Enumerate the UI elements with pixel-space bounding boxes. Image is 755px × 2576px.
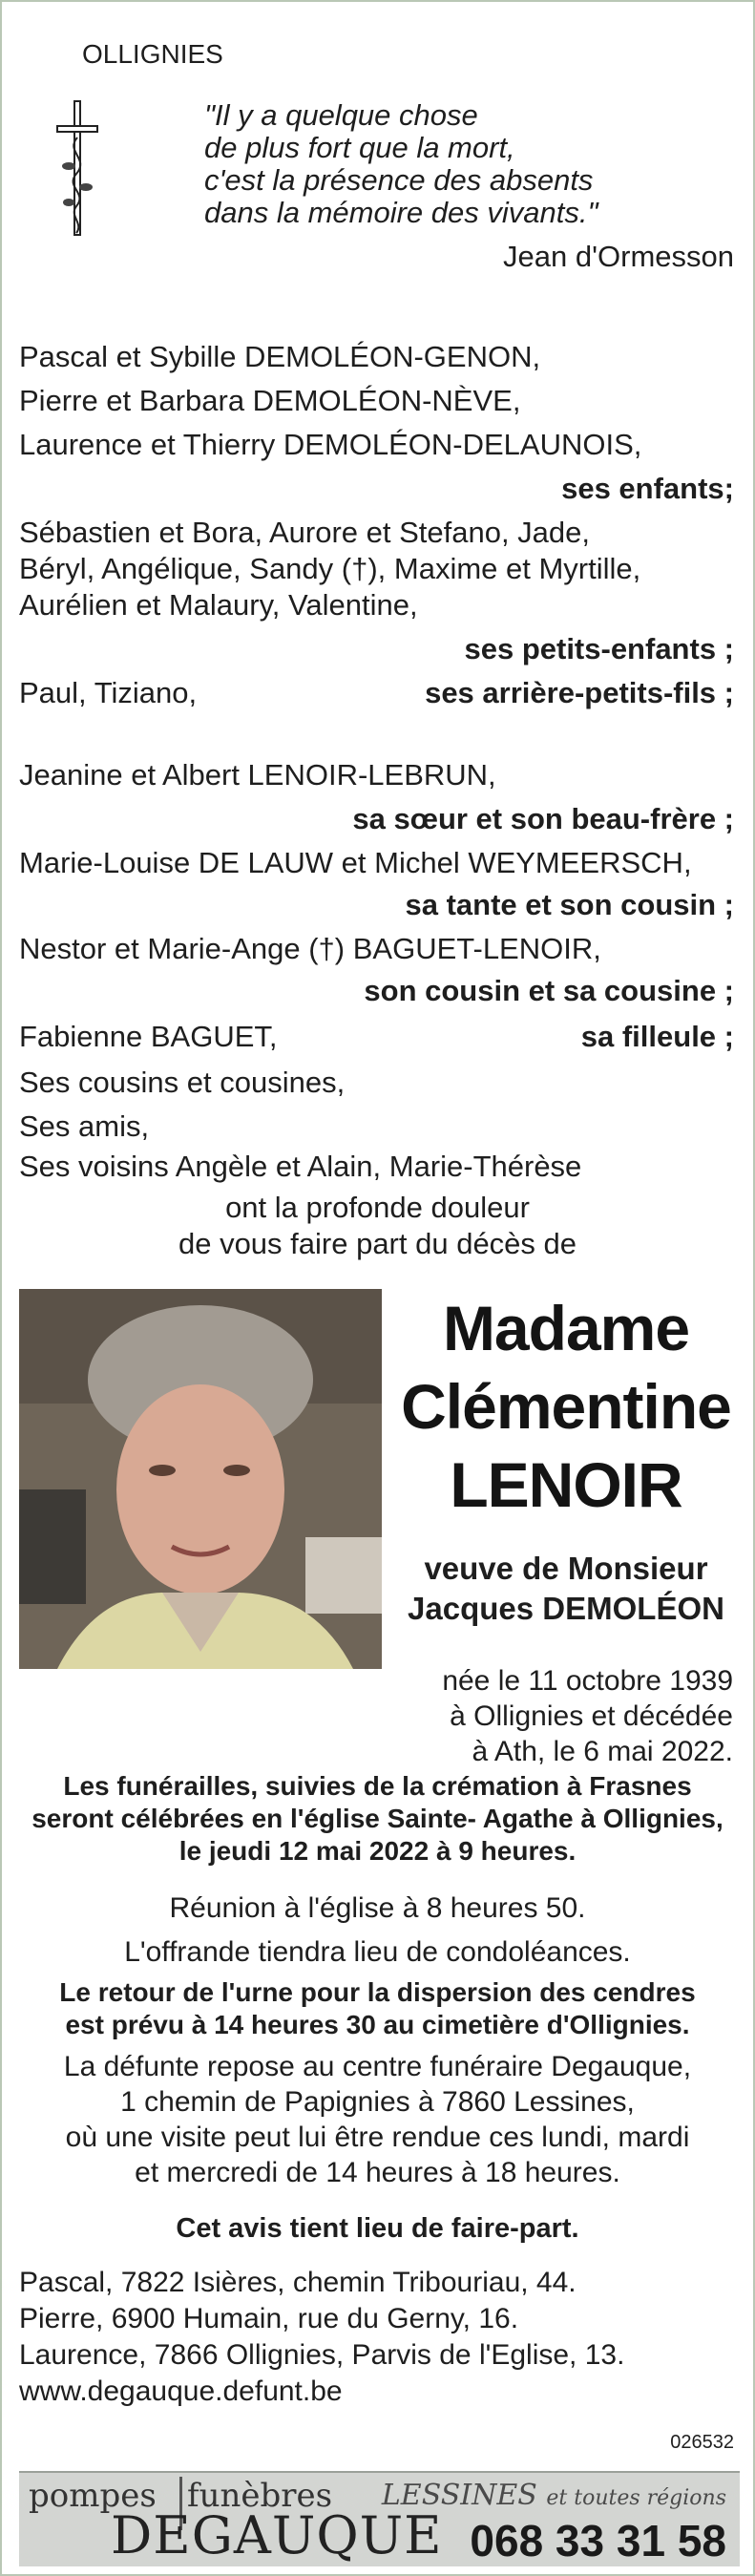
announcement-line: ont la profonde douleur bbox=[225, 1191, 530, 1224]
portrait-photo bbox=[19, 1289, 382, 1669]
family-row: Ses voisins Angèle et Alain, Marie-Thérèse bbox=[19, 1150, 582, 1183]
family-row: Laurence et Thierry DEMOLÉON-DELAUNOIS, bbox=[19, 428, 642, 461]
funeral-line: seront célébrées en l'église Sainte- Agathe à Ollignies, bbox=[31, 1804, 724, 1833]
family-row: sa sœur et son beau-frère ; bbox=[352, 802, 734, 835]
quote-line: "Il y a quelque chose bbox=[204, 98, 478, 132]
quote-line: dans la mémoire des vivants." bbox=[204, 196, 598, 229]
urn-line: est prévu à 14 heures 30 au cimetière d'Ollignies. bbox=[65, 2010, 690, 2039]
notice-statement: Cet avis tient lieu de faire-part. bbox=[176, 2213, 579, 2244]
widow-line: veuve de Monsieur bbox=[424, 1551, 708, 1586]
birth-death-info bbox=[391, 1663, 733, 1769]
deceased-first-name: Clémentine bbox=[401, 1371, 731, 1442]
family-row: son cousin et sa cousine ; bbox=[364, 974, 734, 1007]
cross-icon bbox=[55, 99, 99, 241]
funeral-home-details bbox=[19, 2049, 736, 2190]
family-row: Fabienne BAGUET, sa filleule ; bbox=[19, 1020, 734, 1053]
address-line: Laurence, 7866 Ollignies, Parvis de l'Eglise, 13. bbox=[19, 2339, 625, 2371]
urn-details bbox=[19, 1976, 736, 2041]
family-row: Marie-Louise DE LAUW et Michel WEYMEERSCH, bbox=[19, 846, 692, 879]
banner-location bbox=[382, 2479, 726, 2512]
reference-number: 026532 bbox=[670, 2432, 734, 2453]
rest-line: et mercredi de 14 heures à 18 heures. bbox=[135, 2157, 620, 2188]
family-row: Pascal et Sybille DEMOLÉON-GENON, bbox=[19, 340, 541, 373]
offering-note: L'offrande tiendra lieu de condoléances. bbox=[124, 1936, 631, 1968]
birth-line: à Ollignies et décédée bbox=[450, 1700, 733, 1732]
birth-line: à Ath, le 6 mai 2022. bbox=[472, 1736, 733, 1767]
family-row: Jeanine et Albert LENOIR-LEBRUN, bbox=[19, 758, 496, 792]
rest-line: La défunte repose au centre funéraire Degauque, bbox=[63, 2051, 692, 2082]
widow-of bbox=[391, 1549, 741, 1629]
family-row: sa tante et son cousin ; bbox=[405, 888, 734, 921]
quote-line: de plus fort que la mort, bbox=[204, 131, 515, 164]
urn-line: Le retour de l'urne pour la dispersion des cendres bbox=[59, 1977, 696, 2007]
banner-regions: et toutes régions bbox=[546, 2486, 726, 2510]
quote-author: Jean d'Ormesson bbox=[503, 240, 734, 273]
family-row: Paul, Tiziano, ses arrière-petits-fils ; bbox=[19, 676, 734, 709]
family-row: Ses cousins et cousines, bbox=[19, 1066, 346, 1099]
rest-line: où une visite peut lui être rendue ces lundi, mardi bbox=[65, 2122, 690, 2153]
quote bbox=[204, 99, 598, 229]
funeral-line: le jeudi 12 mai 2022 à 9 heures. bbox=[178, 1836, 577, 1866]
banner-brand: DEGAUQUE bbox=[111, 2505, 443, 2565]
rest-line: 1 chemin de Papignies à 7860 Lessines, bbox=[120, 2086, 635, 2118]
widow-line: Jacques DEMOLÉON bbox=[408, 1591, 724, 1626]
funeral-details bbox=[19, 1770, 736, 1868]
family-addresses bbox=[19, 2265, 624, 2374]
family-row: ses enfants; bbox=[561, 472, 734, 505]
family-row: Aurélien et Malaury, Valentine, bbox=[19, 588, 418, 622]
announcement-line: de vous faire part du décès de bbox=[178, 1227, 577, 1260]
website-link[interactable]: www.degauque.defunt.be bbox=[19, 2375, 343, 2407]
funeral-home-banner bbox=[19, 2471, 740, 2566]
deceased-title: Madame bbox=[442, 1293, 690, 1363]
banner-phone[interactable]: 068 33 31 58 bbox=[470, 2516, 726, 2565]
family-row: Béryl, Angélique, Sandy (†), Maxime et Myrtille, bbox=[19, 552, 641, 585]
family-row: Ses amis, bbox=[19, 1109, 150, 1143]
address-line: Pierre, 6900 Humain, rue du Gerny, 16. bbox=[19, 2303, 519, 2334]
town-name: OLLIGNIES bbox=[82, 39, 223, 69]
banner-funebres: funèbres bbox=[187, 2477, 333, 2515]
funeral-line: Les funérailles, suivies de la crémation à Frasnes bbox=[63, 1771, 692, 1801]
family-row: Nestor et Marie-Ange (†) BAGUET-LENOIR, bbox=[19, 932, 601, 965]
deceased-last-name: LENOIR bbox=[450, 1449, 682, 1520]
deceased-name bbox=[391, 1289, 741, 1524]
banner-city: LESSINES bbox=[381, 2479, 537, 2512]
family-row: ses petits-enfants ; bbox=[464, 632, 734, 665]
family-row: Sébastien et Bora, Aurore et Stefano, Jade, bbox=[19, 516, 591, 549]
address-line: Pascal, 7822 Isières, chemin Tribouriau, 44. bbox=[19, 2267, 577, 2298]
quote-line: c'est la présence des absents bbox=[204, 163, 594, 197]
announcement bbox=[19, 1190, 736, 1262]
church-meeting: Réunion à l'église à 8 heures 50. bbox=[169, 1892, 586, 1924]
birth-line: née le 11 octobre 1939 bbox=[442, 1665, 733, 1697]
banner-pompes: pompes bbox=[29, 2477, 157, 2515]
family-row: Pierre et Barbara DEMOLÉON-NÈVE, bbox=[19, 384, 521, 417]
